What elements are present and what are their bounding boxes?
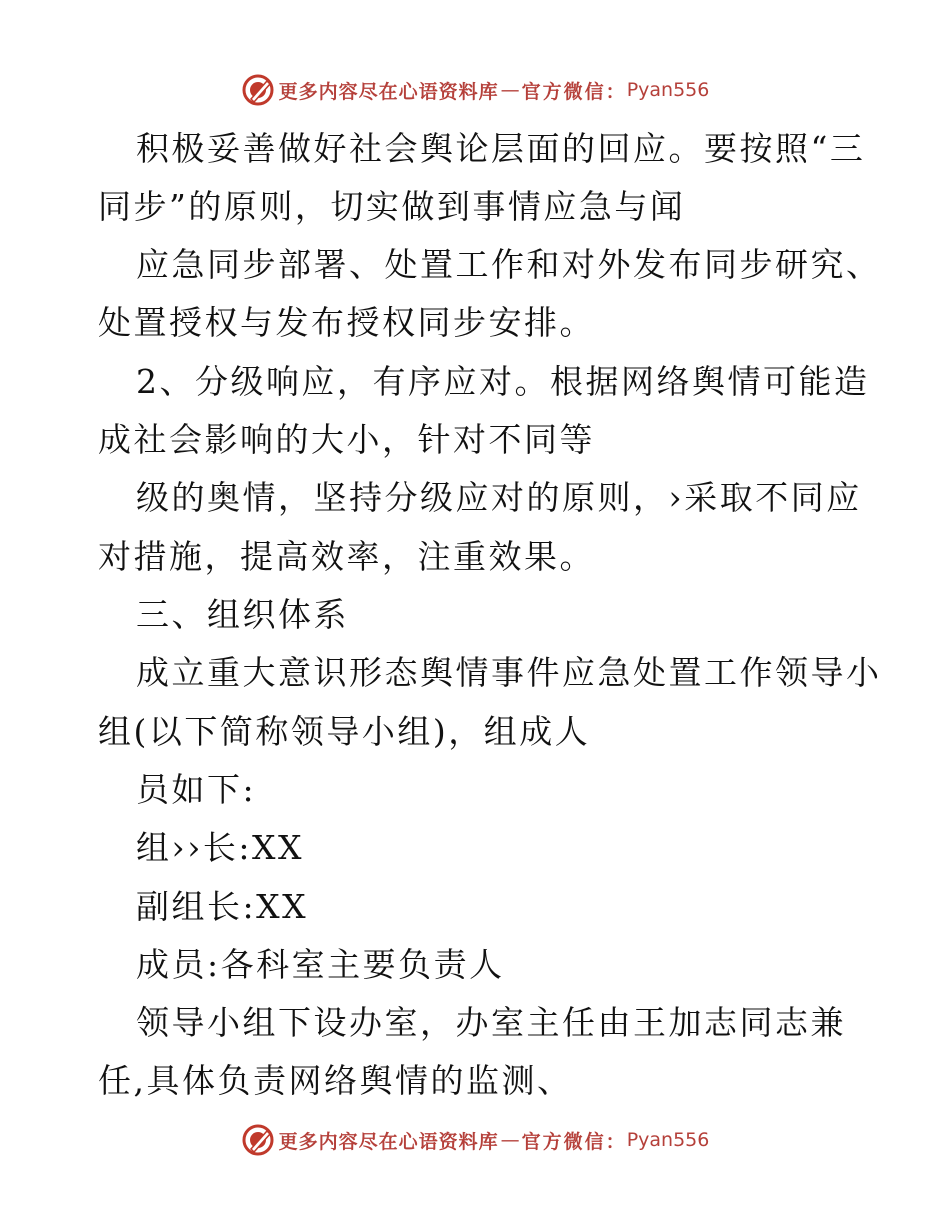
watermark-brand-text: 更多内容尽在心语资料库 [278,1130,499,1153]
watermark-account-id: Pyan556 [626,79,710,101]
body-line: 任,具体负责网络舆情的监测、 [98,1061,573,1100]
body-line: 对措施，提高效率，注重效果。 [98,537,595,576]
body-line: 处置授权与发布授权同步安排。 [98,303,595,342]
footer-watermark-banner [0,1120,950,1160]
body-line: 应急同步部署、处置工作和对外发布同步研究、 [136,245,882,284]
body-line: 级的奥情，坚持分级应对的原则，›采取不同应 [136,478,862,517]
body-line: 组››长:XX [136,828,304,867]
body-line: 领导小组下设办室，办室主任由王加志同志兼 [136,1003,846,1042]
body-line: 组(以下简称领导小组)，组成人 [98,712,591,751]
pen-circle-logo-icon [241,1123,275,1157]
section-heading: 三、组织体系 [136,595,349,634]
body-line: 副组长:XX [136,887,309,926]
watermark-account-id: Pyan556 [626,1129,710,1151]
body-line: 成员:各科室主要负责人 [136,945,505,984]
watermark-dash: — [500,1129,520,1151]
body-line: 同步”的原则，切实做到事情应急与闻 [98,187,686,226]
watermark-dash: — [500,79,520,101]
pen-circle-logo-icon [241,73,275,107]
header-watermark-banner [0,70,950,110]
body-line: 成立重大意识形态舆情事件应急处置工作领导小 [136,653,882,692]
body-line: 成社会影响的大小，针对不同等 [98,420,595,459]
watermark-official-label: 官方微信： [521,1130,627,1153]
watermark-brand-text: 更多内容尽在心语资料库 [278,80,499,103]
body-line: 员如下: [136,770,257,809]
body-line: 积极妥善做好社会舆论层面的回应。要按照“三 [136,129,866,168]
body-line: 2、分级响应，有序应对。根据网络舆情可能造 [136,362,870,401]
watermark-official-label: 官方微信： [521,80,627,103]
